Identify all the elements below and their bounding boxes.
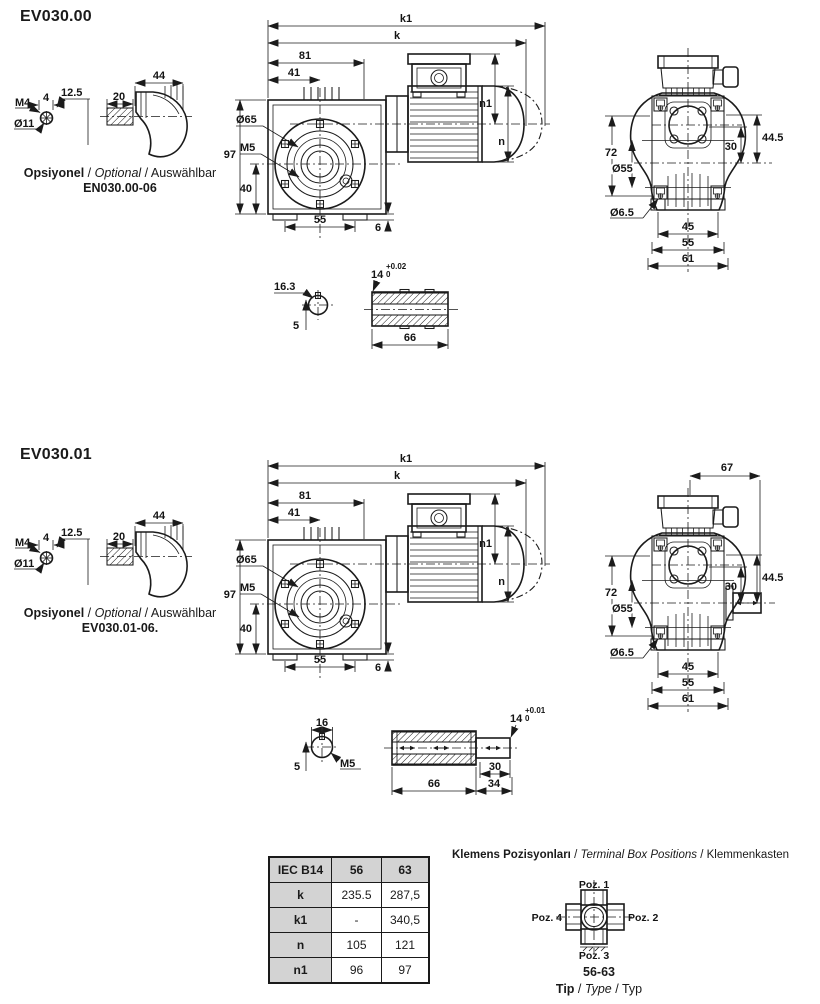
- dim-label-41: 41: [287, 507, 301, 519]
- dim-label-key5: 5: [294, 761, 301, 773]
- dim-label-pad6: 6: [374, 222, 382, 234]
- type-sep: /: [611, 982, 622, 996]
- dim-label-44-5: 44.5: [762, 572, 784, 584]
- table-header-56: 56: [332, 857, 382, 883]
- ev030-01-drawings: [0, 440, 820, 840]
- cell-value: 340,5: [382, 908, 430, 933]
- dim-label-55: 55: [681, 237, 695, 249]
- dim-label-41: 41: [287, 67, 301, 79]
- dim-label-45: 45: [681, 221, 695, 233]
- dim-label-bore14: 14: [510, 713, 523, 725]
- poz-3-label: Poz. 3: [578, 950, 610, 962]
- heading-sep: /: [570, 849, 581, 861]
- dim-label-bell: 44: [152, 510, 166, 522]
- dim-label-tol-lo: 0: [386, 270, 391, 279]
- type-sep: /: [574, 982, 585, 996]
- dim-label-97: 97: [223, 589, 236, 601]
- dim-label-stub: 20: [112, 531, 126, 543]
- caption-tr: Opsiyonel: [23, 606, 85, 620]
- caption-de: Auswählbar: [150, 166, 217, 180]
- dim-label-washer: 4: [42, 92, 50, 104]
- dim-label-k1: k1: [399, 13, 413, 25]
- dim-label-pad6: 6: [374, 662, 382, 674]
- dim-label-n1: n1: [479, 538, 492, 550]
- dim-label-washer: 4: [42, 532, 50, 544]
- poz-2-label: Poz. 2: [628, 912, 659, 924]
- dim-label-bore14: 14: [371, 269, 384, 281]
- side-view-2: [224, 453, 550, 680]
- dim-label-n: n: [498, 576, 505, 588]
- dim-label-bore: Ø11: [14, 558, 35, 570]
- ev030-00-drawings: [0, 0, 820, 440]
- cell-value: 97: [382, 958, 430, 984]
- dim-label-thread: M4: [15, 537, 31, 549]
- poz-1-label: Poz. 1: [578, 879, 610, 891]
- dim-label-tol-hi: +0.01: [525, 706, 546, 715]
- row-label: k: [269, 883, 332, 908]
- cell-value: 235.5: [332, 883, 382, 908]
- optional-accessory-view-2: [14, 510, 192, 597]
- cell-value: 121: [382, 933, 430, 958]
- type-tr: Tip: [555, 982, 575, 996]
- dim-label-hole-dia: Ø6.5: [610, 207, 634, 219]
- dim-label-hole-dia: Ø6.5: [610, 647, 634, 659]
- optional-accessory-view-1: [14, 70, 192, 157]
- dim-label-stub: 20: [112, 91, 126, 103]
- dim-label-72: 72: [604, 147, 618, 159]
- dim-label-flange-dia: Ø65: [236, 554, 257, 566]
- dim-label-plate: 12.5: [61, 527, 83, 539]
- terminal-position-diagram: [0, 840, 820, 1004]
- type-en: Type: [584, 982, 612, 996]
- dim-label-55: 55: [681, 677, 695, 689]
- caption-tr: Opsiyonel: [23, 166, 85, 180]
- dim-label-66: 66: [427, 778, 441, 790]
- dim-label-44-5: 44.5: [762, 132, 784, 144]
- dim-label-61: 61: [681, 253, 695, 265]
- heading-de: Klemmenkasten: [706, 849, 790, 861]
- table-header-iec-b14: IEC B14: [269, 857, 332, 883]
- type-caption: [534, 982, 664, 996]
- section-title-ev030-00: EV030.00: [20, 8, 92, 25]
- dim-label-81: 81: [298, 50, 312, 62]
- caption-sep: /: [141, 606, 151, 620]
- hollow-shaft-view-1: [274, 262, 458, 349]
- dim-label-k1: k1: [399, 453, 413, 465]
- dim-label-boss-dia: Ø55: [612, 163, 633, 175]
- type-size-range: 56-63: [583, 965, 615, 979]
- dim-label-tol-hi: +0.02: [386, 262, 407, 271]
- cell-value: 287,5: [382, 883, 430, 908]
- dim-label-tap: M5: [240, 582, 256, 594]
- dim-label-bore: Ø11: [14, 118, 35, 130]
- dim-label-tol-lo: 0: [525, 714, 530, 723]
- dim-label-40: 40: [239, 623, 252, 635]
- dim-label-m5: M5: [340, 758, 356, 770]
- dim-label-45: 45: [681, 661, 695, 673]
- row-label: n: [269, 933, 332, 958]
- dim-label-34: 34: [487, 778, 501, 790]
- dim-label-k: k: [393, 30, 401, 42]
- dim-label-plate: 12.5: [61, 87, 83, 99]
- dim-label-key5: 5: [293, 320, 300, 332]
- optional-code-1: EN030.00-06: [83, 181, 157, 195]
- optional-code-2: EV030.01-06.: [81, 621, 159, 635]
- dim-label-bell: 44: [152, 70, 166, 82]
- dim-label-flange-dia: Ø65: [236, 114, 257, 126]
- dim-label-40: 40: [239, 183, 252, 195]
- terminal-box-cross: [532, 879, 659, 962]
- end-view-2: [600, 462, 783, 712]
- dim-label-30: 30: [724, 581, 737, 593]
- dim-label-97: 97: [223, 149, 236, 161]
- end-view-1: [600, 48, 783, 272]
- dim-label-boss-dia: Ø55: [612, 603, 633, 615]
- heading-en: Terminal Box Positions: [580, 849, 698, 861]
- dim-label-base55: 55: [313, 214, 327, 226]
- type-de: Typ: [621, 982, 643, 996]
- cell-value: 105: [332, 933, 382, 958]
- dim-label-16-3: 16.3: [274, 281, 296, 293]
- output-shaft-view-2: [294, 706, 546, 795]
- side-view-1: [224, 13, 550, 240]
- caption-en: Optional: [94, 166, 142, 180]
- caption-en: Optional: [94, 606, 142, 620]
- dim-label-16: 16: [315, 717, 329, 729]
- heading-tr: Klemens Pozisyonları: [452, 849, 571, 861]
- row-label: n1: [269, 958, 332, 984]
- dim-label-n1: n1: [479, 98, 492, 110]
- dim-label-thread: M4: [15, 97, 31, 109]
- cell-value: -: [332, 908, 382, 933]
- poz-4-label: Poz. 4: [531, 912, 562, 924]
- caption-sep: /: [84, 606, 95, 620]
- dim-label-67: 67: [720, 462, 734, 474]
- cell-value: 96: [332, 958, 382, 984]
- heading-sep: /: [697, 849, 707, 861]
- table-header-63: 63: [382, 857, 430, 883]
- dim-label-base55: 55: [313, 654, 327, 666]
- dim-label-n: n: [498, 136, 505, 148]
- section-title-ev030-01: EV030.01: [20, 446, 92, 463]
- dim-label-81: 81: [298, 490, 312, 502]
- dim-label-61: 61: [681, 693, 695, 705]
- dim-label-66: 66: [403, 332, 417, 344]
- dim-label-72: 72: [604, 587, 618, 599]
- caption-sep: /: [141, 166, 151, 180]
- row-label: k1: [269, 908, 332, 933]
- dim-label-30: 30: [488, 761, 502, 773]
- dim-label-30: 30: [724, 141, 737, 153]
- dim-label-tap: M5: [240, 142, 256, 154]
- dim-label-k: k: [393, 470, 401, 482]
- caption-de: Auswählbar: [150, 606, 217, 620]
- caption-sep: /: [84, 166, 95, 180]
